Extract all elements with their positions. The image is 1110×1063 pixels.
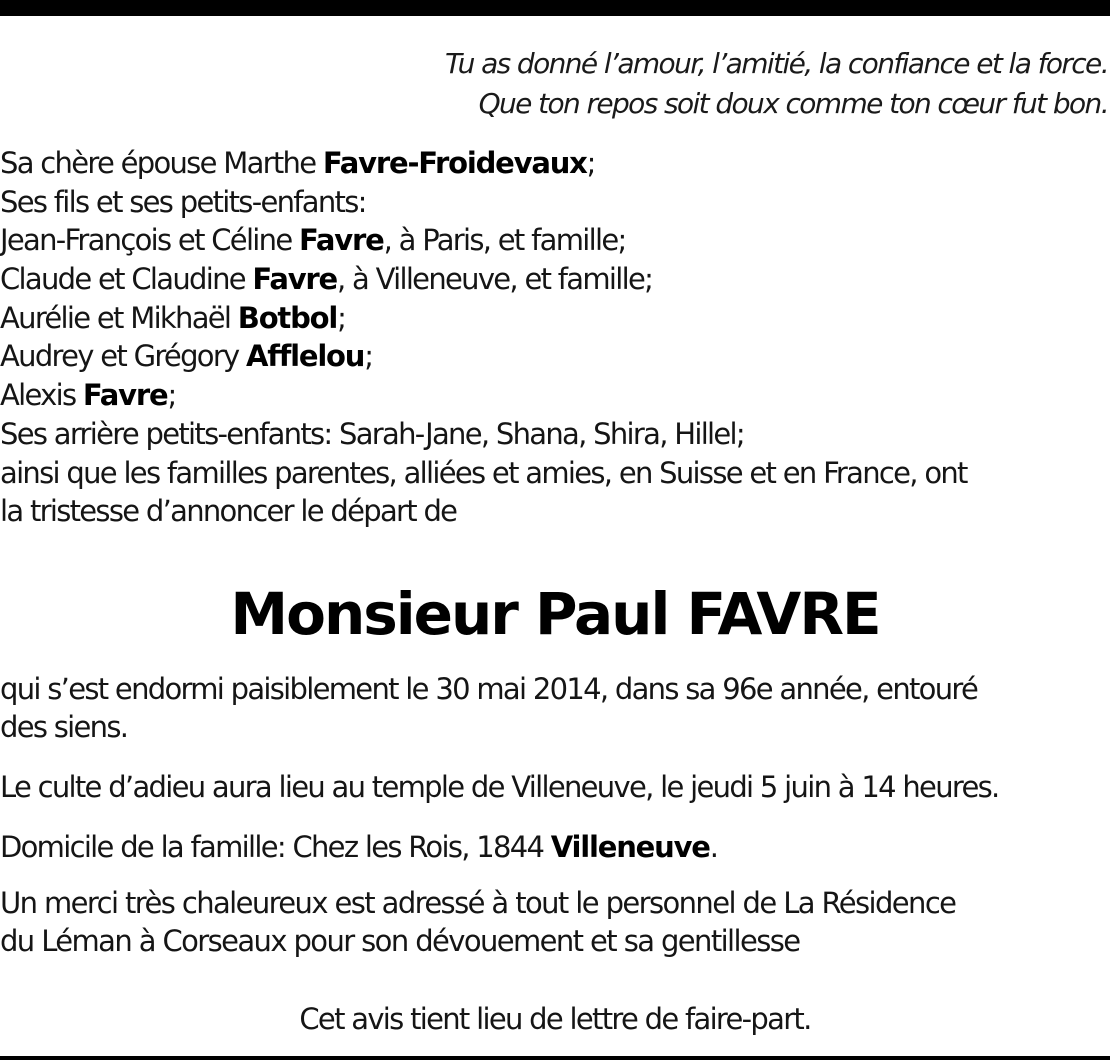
domicile-text: Domicile de la famille: Chez les Rois, 1844: [0, 830, 551, 864]
domicile-place: Villeneuve: [550, 830, 710, 864]
family-line: [0, 144, 967, 183]
family-line: [0, 221, 967, 260]
thanks-paragraph: [0, 884, 1110, 960]
domicile-paragraph: [0, 828, 1110, 866]
service-paragraph: Le culte d’adieu aura lieu au temple de Villeneuve, le jeudi 5 juin à 14 heures.: [0, 770, 999, 804]
family-line-text: Sa chère épouse Marthe: [0, 146, 323, 180]
family-line-suffix: ;: [364, 339, 373, 374]
epigraph-line-2: Que ton repos soit doux comme ton cœur fut bon.: [478, 87, 1108, 120]
top-border-rule: [0, 0, 1110, 16]
death-notice-line-1: qui s’est endormi paisiblement le 30 mai 2014, dans sa 96e année, entouré: [0, 672, 978, 706]
family-line: [0, 337, 967, 376]
family-line-text: Claude et Claudine: [0, 262, 253, 297]
family-line: [0, 260, 967, 299]
family-line-suffix: ;: [337, 300, 346, 335]
family-line-suffix: , à Villeneuve, et famille;: [336, 262, 653, 297]
family-line-text: Ses arrière petits-enfants: Sarah-Jane, Shana, Shira, Hillel;: [0, 416, 744, 451]
thanks-line-2: du Léman à Corseaux pour son dévouement et sa gentillesse: [0, 924, 800, 958]
family-line-text: Alexis: [0, 378, 83, 413]
family-line-text: Jean-François et Céline: [0, 223, 300, 258]
family-line: [0, 492, 967, 531]
epigraph-line-1: Tu as donné l’amour, l’amitié, la confiance et la force.: [444, 47, 1108, 80]
closing-note: Cet avis tient lieu de lettre de faire-part.: [299, 1002, 811, 1036]
family-line-text: Ses fils et ses petits-enfants:: [0, 184, 366, 219]
domicile-suffix: .: [709, 830, 718, 864]
family-line: [0, 299, 967, 338]
family-line-text: Audrey et Grégory: [0, 339, 247, 374]
family-line-suffix: ;: [586, 146, 595, 180]
bottom-border-rule: [0, 1056, 1110, 1060]
family-surname: Favre: [299, 223, 384, 258]
family-surname: Afflelou: [246, 339, 365, 374]
deceased-name-heading: Monsieur Paul FAVRE: [230, 580, 880, 648]
family-line: [0, 454, 967, 493]
family-surname: Favre: [82, 378, 168, 413]
death-notice-paragraph: [0, 670, 1110, 746]
family-line: [0, 415, 967, 454]
family-line-suffix: ;: [167, 378, 176, 413]
family-surname: Favre-Froidevaux: [322, 146, 587, 180]
family-line-text: Aurélie et Mikhaël: [0, 300, 238, 335]
family-line: [0, 183, 967, 222]
family-line-suffix: , à Paris, et famille;: [383, 223, 626, 258]
thanks-line-1: Un merci très chaleureux est adressé à tout le personnel de La Résidence: [0, 886, 956, 920]
family-line: [0, 376, 967, 415]
death-notice-line-2: des siens.: [0, 710, 128, 744]
family-surname: Favre: [252, 262, 337, 297]
family-line-text: ainsi que les familles parentes, alliées et amies, en Suisse et en France, ont: [0, 455, 967, 490]
family-line-text: la tristesse d’annoncer le départ de: [0, 494, 457, 529]
family-surname: Botbol: [237, 300, 338, 335]
epigraph: [445, 44, 1108, 124]
family-list: [0, 144, 967, 531]
